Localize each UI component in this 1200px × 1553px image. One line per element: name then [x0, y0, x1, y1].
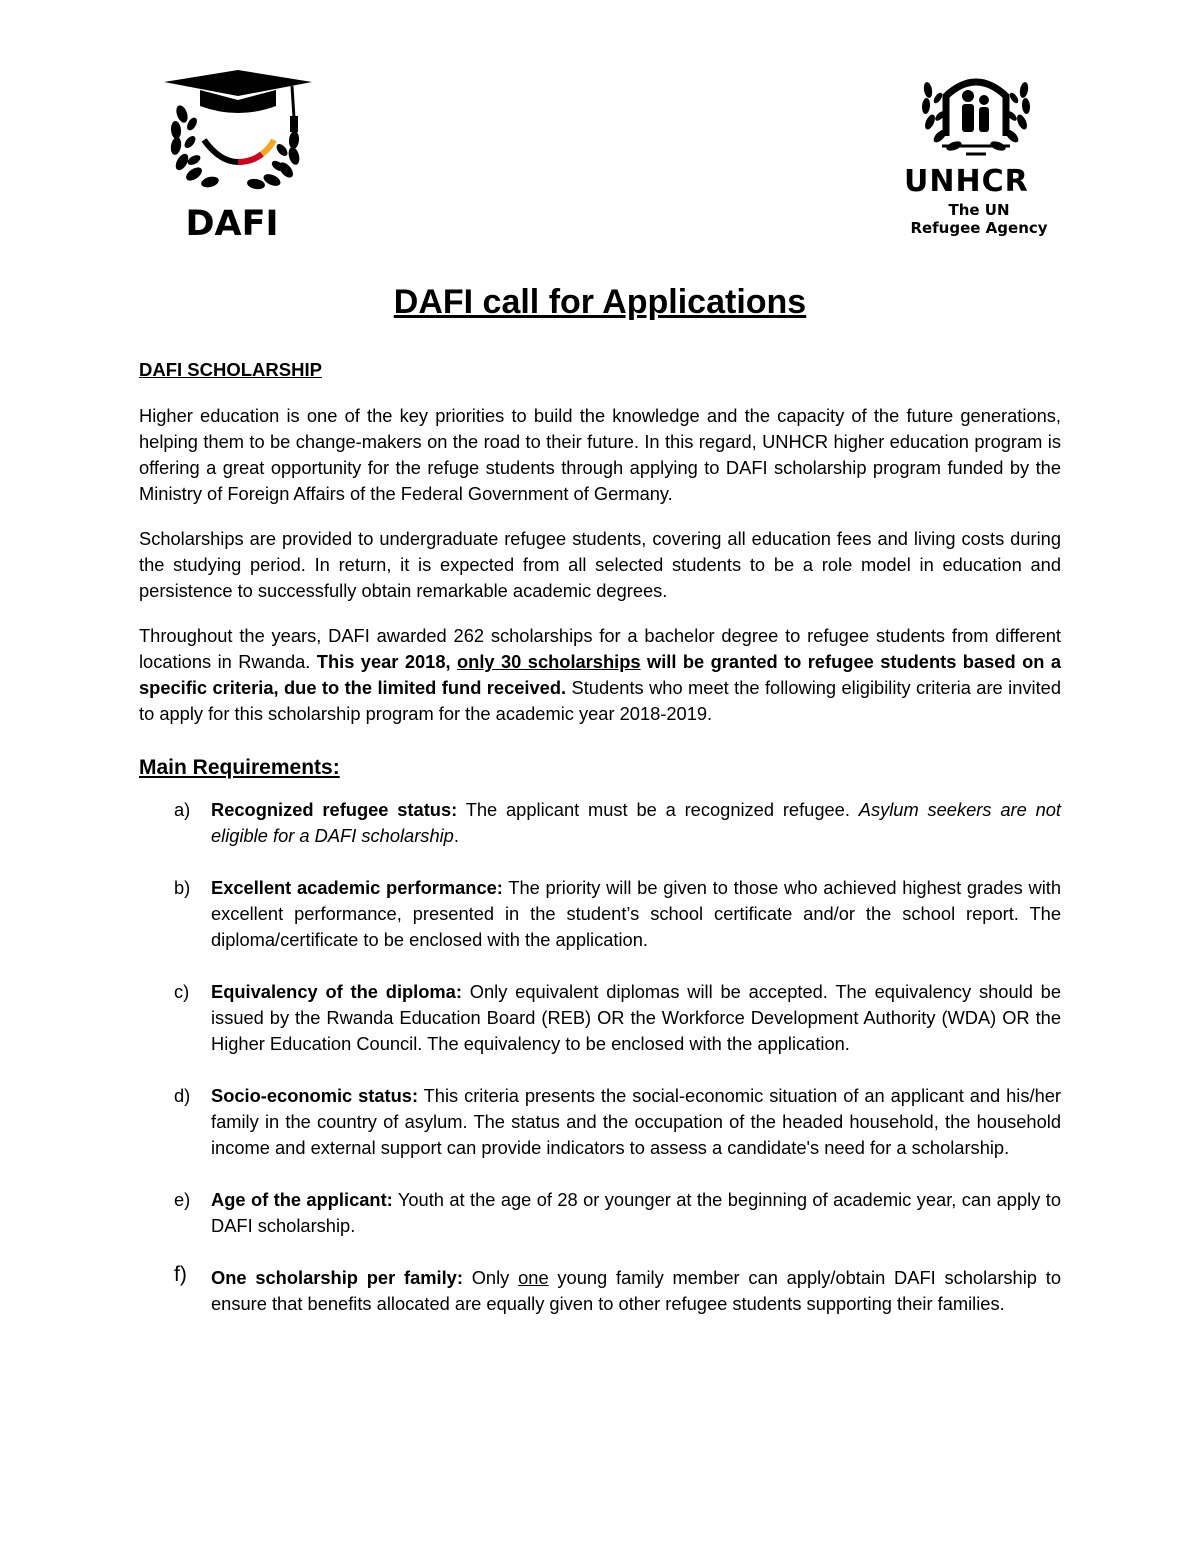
intro-paragraph: Higher education is one of the key priorities to build the knowledge and the capacity of the future generations, helping them to be change-makers on the road to their future. In this regard, UNHCR higher education program is offering a great opportunity for the refuge students through applying to DAFI scholarship program funded by the Ministry of Foreign Affairs of the Federal Government of Germany.: [139, 405, 1061, 504]
requirement-label: d): [174, 1085, 191, 1106]
unhcr-logo: [900, 66, 1050, 242]
requirement-item-e: [139, 1187, 1061, 1239]
requirement-text: Only: [462, 1267, 519, 1288]
family-laurel-icon: [918, 66, 1034, 164]
scholarship-heading: DAFI SCHOLARSHIP: [139, 359, 322, 380]
dafi-wordmark: DAFI: [185, 204, 279, 244]
requirement-label: f): [174, 1263, 187, 1286]
main-requirements-heading: Main Requirements:: [139, 756, 340, 779]
graduation-cap-laurel-icon: [160, 66, 316, 196]
document-body: [139, 357, 1061, 1343]
requirement-label: c): [174, 981, 190, 1002]
requirement-label: b): [174, 877, 191, 898]
requirement-item-b: [139, 875, 1061, 953]
requirement-end: .: [453, 825, 459, 846]
requirement-title: One scholarship per family:: [211, 1267, 463, 1288]
requirement-title: Socio-economic status:: [211, 1085, 419, 1106]
requirement-label: a): [174, 799, 191, 820]
requirement-text: The priority will be given to those who achieved highest grades with excellent performance, presented in the student’s school certificate and/or the school report. The diploma/certificate to be enclosed with the application.: [211, 877, 1062, 950]
requirement-title: Excellent academic performance:: [211, 877, 503, 898]
requirement-text-end: young family member can apply/obtain DAFI scholarship to ensure that benefits allocated are equally given to other refugee students supporting their families.: [211, 1267, 1061, 1314]
requirement-text: This criteria presents the social-economic situation of an applicant and his/her family in the country of asylum. The status and the occupation of the headed household, the household income and external support can provide indicators to assess a candidate's need for a scholarship.: [211, 1085, 1061, 1158]
scholarship-count-text: only 30 scholarships: [457, 651, 641, 672]
eligibility-invite-text: Students who meet the following eligibility criteria are invited to apply for this scholarship program for the academic year 2018-2019.: [139, 677, 1061, 724]
awards-paragraph: [139, 623, 1061, 727]
dafi-logo: [160, 66, 316, 242]
requirement-item-d: [139, 1083, 1061, 1161]
unhcr-tagline-line-2: Refugee Agency: [910, 219, 1048, 237]
requirement-text: The applicant must be a recognized refugee.: [457, 799, 859, 820]
limited-fund-text: will be granted to refugee students based on a specific criteria, due to the limited fund received.: [139, 651, 1061, 698]
awards-history-text: Throughout the years, DAFI awarded 262 scholarships for a bachelor degree to refugee students from different locations in Rwanda.: [139, 625, 1061, 672]
requirement-item-a: [139, 797, 1061, 849]
unhcr-wordmark: UNHCR: [904, 164, 1029, 199]
requirement-text: Youth at the age of 28 or younger at the beginning of academic year, can apply to DAFI scholarship.: [211, 1189, 1061, 1236]
requirement-title: Recognized refugee status:: [211, 799, 458, 820]
requirement-item-f: [139, 1265, 1061, 1317]
requirement-emphasis: one: [518, 1267, 549, 1288]
year-text: This year 2018,: [316, 651, 458, 672]
scholarship-coverage-paragraph: Scholarships are provided to undergraduate refugee students, covering all education fees and living costs during the studying period. In return, it is expected from all selected students to be a role model in education and persistence to successfully obtain remarkable academic degrees.: [139, 528, 1061, 601]
requirement-item-c: [139, 979, 1061, 1057]
requirement-label: e): [174, 1189, 191, 1210]
requirement-title: Age of the applicant:: [211, 1189, 393, 1210]
unhcr-tagline-line-1: The UN: [948, 201, 1010, 219]
requirement-text: Only equivalent diplomas will be accepted. The equivalency should be issued by the Rwanda Education Board (REB) OR the Workforce Development Authority (WDA) OR the Higher Education Council. The equivalency to be enclosed with the application.: [211, 981, 1061, 1054]
requirement-title: Equivalency of the diploma:: [211, 981, 462, 1002]
page-title: DAFI call for Applications: [393, 283, 807, 321]
unhcr-tagline: [904, 201, 1054, 237]
requirement-note: Asylum seekers are not eligible for a DAFI scholarship: [211, 799, 1061, 846]
